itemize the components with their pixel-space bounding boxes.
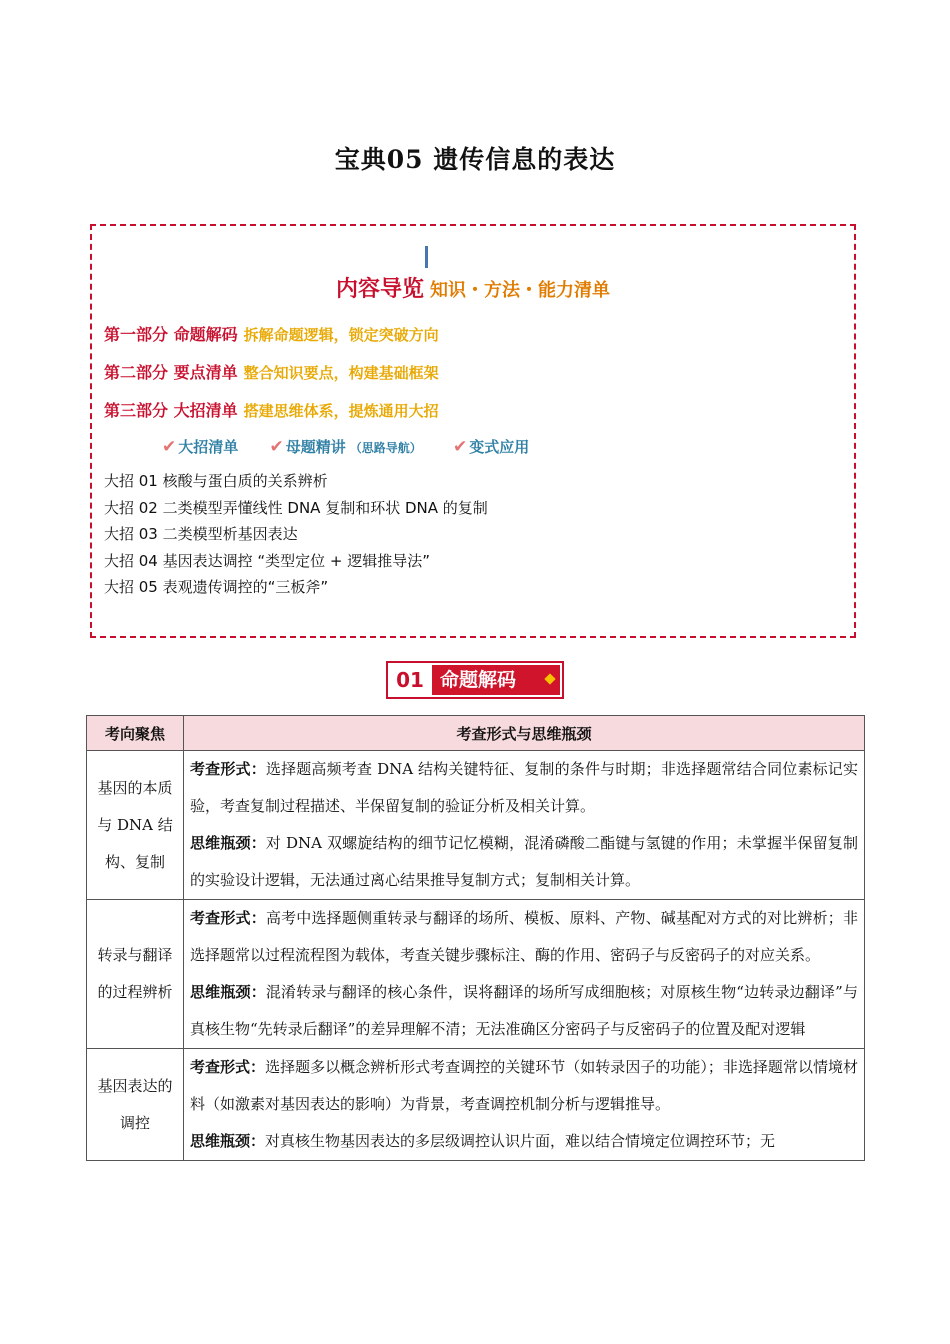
table-row xyxy=(87,751,865,900)
guide-tags xyxy=(162,436,555,457)
tag-tricks-list xyxy=(162,436,238,457)
bottleneck-label: 思维瓶颈： xyxy=(190,983,266,1001)
guide-part-2 xyxy=(104,360,439,383)
section-badge-number: 01 xyxy=(396,668,424,692)
trick-item: 大招 01 核酸与蛋白质的关系辨析 xyxy=(104,472,328,490)
table-row xyxy=(87,900,865,1049)
guide-part-name: 第二部分 要点清单 xyxy=(104,363,238,382)
check-icon: ✔ xyxy=(162,437,177,457)
form-label: 考查形式： xyxy=(190,760,266,778)
guide-part-desc: 拆解命题逻辑，锁定突破方向 xyxy=(243,326,439,344)
topic-cell: 基因的本质与 DNA 结构、复制 xyxy=(87,751,184,900)
trick-item: 大招 05 表观遗传调控的“三板斧” xyxy=(104,578,329,596)
topic-cell: 基因表达的调控 xyxy=(87,1049,184,1161)
bottleneck-paragraph xyxy=(190,974,858,1048)
table-row xyxy=(87,1049,865,1161)
guide-heading xyxy=(92,272,854,303)
check-icon: ✔ xyxy=(269,437,284,457)
form-text: 高考中选择题侧重转录与翻译的场所、模板、原料、产物、碱基配对方式的对比辨析；非选择题常以过程流程图为载体，考查关键步骤标注、酶的作用、密码子与反密码子的对应关系。 xyxy=(190,909,858,964)
tricks-list xyxy=(104,468,488,601)
page-title: 宝典05 遗传信息的表达 xyxy=(334,145,616,174)
guide-part-desc: 整合知识要点，构建基础框架 xyxy=(243,364,439,382)
check-icon: ✔ xyxy=(453,437,468,457)
form-text: 选择题多以概念辨析形式考查调控的关键环节（如转录因子的功能）；非选择题常以情境材料（如激素对基因表达的影响）为背景，考查调控机制分析与逻辑推导。 xyxy=(190,1058,858,1113)
guide-heading-main: 内容导览 xyxy=(335,277,424,302)
table-header-form: 考查形式与思维瓶颈 xyxy=(184,716,865,751)
bottleneck-paragraph xyxy=(190,825,858,899)
guide-heading-sub: 知识・方法・能力清单 xyxy=(430,280,610,301)
guide-accent-bar xyxy=(425,246,428,268)
section-badge xyxy=(386,661,564,699)
section-badge-label: 命题解码 xyxy=(432,665,560,695)
bottleneck-text: 混淆转录与翻译的核心条件，误将翻译的场所写成细胞核；对原核生物“边转录边翻译”与真核生物“先转录后翻译”的差异理解不清；无法准确区分密码子与反密码子的位置及配对逻辑 xyxy=(190,983,858,1038)
guide-part-name: 第三部分 大招清单 xyxy=(104,401,238,420)
tag-label: 变式应用 xyxy=(469,438,530,456)
guide-part-name: 第一部分 命题解码 xyxy=(104,325,238,344)
exam-focus-table xyxy=(86,715,865,1161)
bottleneck-paragraph xyxy=(190,1123,858,1160)
guide-part-3 xyxy=(104,398,439,421)
tag-mother-problem xyxy=(270,436,422,457)
detail-cell xyxy=(184,900,865,1049)
trick-item: 大招 02 二类模型弄懂线性 DNA 复制和环状 DNA 的复制 xyxy=(104,498,488,517)
form-paragraph xyxy=(190,751,858,825)
trick-item: 大招 04 基因表达调控 “类型定位 + 逻辑推导法” xyxy=(104,551,431,570)
tag-note: （思路导航） xyxy=(349,441,422,455)
topic-cell: 转录与翻译的过程辨析 xyxy=(87,900,184,1049)
guide-part-1 xyxy=(104,322,439,345)
form-text: 选择题高频考查 DNA 结构关键特征、复制的条件与时期；非选择题常结合同位素标记实验，考查复制过程描述、半保留复制的验证分析及相关计算。 xyxy=(190,760,858,815)
detail-cell xyxy=(184,751,865,900)
content-guide-box xyxy=(90,224,856,638)
form-label: 考查形式： xyxy=(190,909,266,927)
guide-part-desc: 搭建思维体系，提炼通用大招 xyxy=(243,402,439,420)
detail-cell xyxy=(184,1049,865,1161)
table-header-row xyxy=(87,716,865,751)
bottleneck-label: 思维瓶颈： xyxy=(190,834,266,852)
form-paragraph xyxy=(190,900,858,974)
bottleneck-text: 对真核生物基因表达的多层级调控认识片面，难以结合情境定位调控环节；无 xyxy=(265,1132,776,1150)
trick-item: 大招 03 二类模型析基因表达 xyxy=(104,525,298,543)
form-paragraph xyxy=(190,1049,858,1123)
tag-variant-application xyxy=(453,436,529,457)
form-label: 考查形式： xyxy=(190,1058,266,1076)
table-header-topic: 考向聚焦 xyxy=(87,716,184,751)
bottleneck-text: 对 DNA 双螺旋结构的细节记忆模糊，混淆磷酸二酯键与氢键的作用；未掌握半保留复制的实验设计逻辑，无法通过离心结果推导复制方式；复制相关计算。 xyxy=(190,834,858,889)
tag-label: 大招清单 xyxy=(178,438,239,456)
bottleneck-label: 思维瓶颈： xyxy=(190,1132,266,1150)
tag-label: 母题精讲 xyxy=(285,438,346,456)
